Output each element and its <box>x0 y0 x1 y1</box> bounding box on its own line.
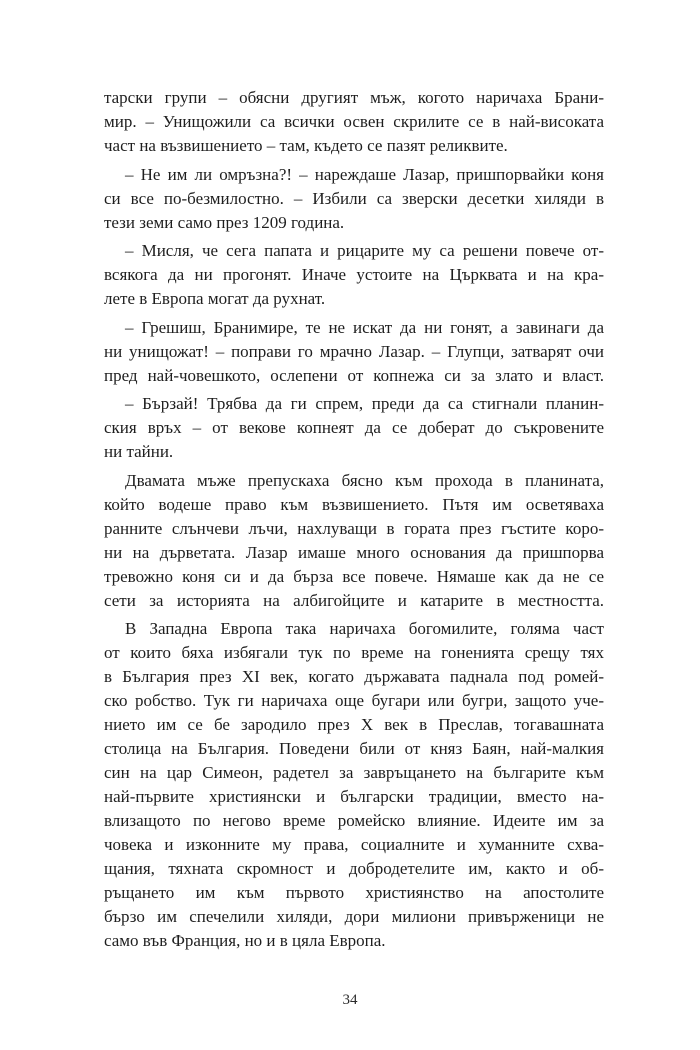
text-line: мир. – Унищожили са всички освен скрилите се в най-високата <box>104 112 604 131</box>
text-line: всякога да ни прогонят. Иначе устоите на Църквата и на кра- <box>104 265 604 284</box>
text-line: ни тайни. <box>104 442 174 461</box>
text-line: тревожно коня си и да бърза все повече. Нямаше как да не се <box>104 566 604 586</box>
text-line: ско робство. Тук ги наричаха още бугари или бугри, защото уче- <box>104 691 604 710</box>
text-line: щания, тяхната скромност и добродетелите им, както и об- <box>104 859 604 878</box>
text-line: ръщането им към първото християнство на апостолите <box>104 883 604 902</box>
paragraph <box>104 617 604 953</box>
text-line: от които бяха избягали тук по време на гоненията срещу тях <box>104 643 604 662</box>
text-line: лете в Европа могат да рухнат. <box>104 289 326 308</box>
page-number: 34 <box>342 992 358 1008</box>
text-line: В Западна Европа така наричаха богомилите, голяма част <box>125 619 604 638</box>
text-line: – Не им ли омръзна?! – нареждаше Лазар, пришпорвайки коня <box>125 164 604 184</box>
paragraph-continued <box>104 86 604 158</box>
text-line: най-първите християнски и български традиции, вместо на- <box>104 787 604 806</box>
text-line: – Бързай! Трябва да ги спрем, преди да са стигнали планин- <box>125 394 604 413</box>
paragraph <box>104 392 604 464</box>
paragraph <box>104 163 604 235</box>
text-line: само във Франция, но и в цяла Европа. <box>104 931 386 950</box>
text-line: ни унищожат! – поправи го мрачно Лазар. – Глупци, затварят очи <box>104 341 604 361</box>
text-line: Двамата мъже препускаха бясно към прохода в планината, <box>125 470 604 490</box>
paragraph <box>104 316 604 388</box>
text-line: си все по-безмилостно. – Избили са зверски десетки хиляди в <box>104 188 604 208</box>
text-line: част на възвишението – там, където се пазят реликвите. <box>104 136 508 155</box>
text-line: бързо им спечелили хиляди, дори милиони привърженици не <box>104 907 604 926</box>
paragraph <box>104 239 604 311</box>
text-line: пред най-човешкото, ослепени от копнежа си за злато и власт. <box>104 365 604 385</box>
text-line: сети за историята на албигойците и катарите в местността. <box>104 590 604 610</box>
text-line: влизащото по негово време ромейско влияние. Идеите им за <box>104 811 604 830</box>
text-line: – Грешиш, Бранимире, те не искат да ни гонят, а завинаги да <box>125 317 604 337</box>
text-line: столица на България. Поведени били от княз Баян, най-малкия <box>104 739 604 758</box>
body-text <box>104 86 604 953</box>
text-line: ни на дърветата. Лазар имаше много основания да пришпорва <box>104 542 604 562</box>
text-line: син на цар Симеон, радетел за завръщането на българите към <box>104 763 604 782</box>
text-line: който водеше право към възвишението. Пътя им осветяваха <box>104 494 604 514</box>
paragraph <box>104 469 604 613</box>
text-line: – Мисля, че сега папата и рицарите му са решени повече от- <box>125 241 604 260</box>
text-line: тези земи само през 1209 година. <box>104 212 345 232</box>
text-line: тарски групи – обясни другият мъж, когото наричаха Брани- <box>104 88 604 107</box>
text-line: ранните слънчеви лъчи, нахлуващи в гората през гъстите коро- <box>104 518 604 538</box>
text-line: в България през XI век, когато държавата паднала под ромей- <box>104 667 604 686</box>
text-line: ския връх – от векове копнеят да се доберат до съкровените <box>104 418 604 437</box>
text-line: човека и изконните му права, социалните и хуманните схва- <box>104 835 604 854</box>
text-line: нието им се бе зародило през X век в Преслав, тогавашната <box>104 715 604 734</box>
